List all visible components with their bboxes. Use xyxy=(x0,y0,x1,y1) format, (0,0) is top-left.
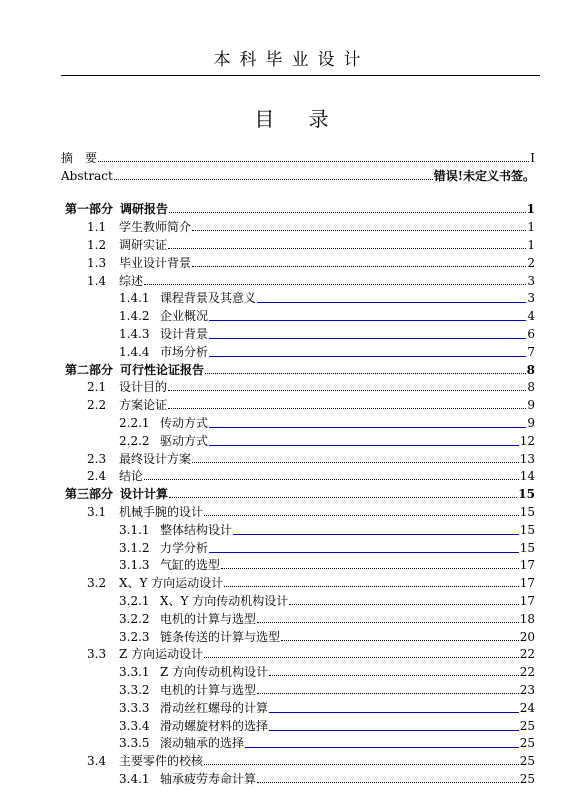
toc-entry-number: 3.1.1 xyxy=(119,522,150,537)
toc-entry-title: 方案论证 xyxy=(119,398,168,413)
toc-entry-page: 22 xyxy=(519,665,535,680)
toc-entry-title: 综述 xyxy=(119,273,144,288)
header-rule xyxy=(61,75,540,76)
toc-entry-page: 24 xyxy=(519,700,535,715)
toc-dot-leader xyxy=(204,657,519,658)
toc-dot-leader xyxy=(269,712,519,713)
toc-entry-page: 2 xyxy=(527,255,535,270)
toc-entry-title: Z 方向传动机构设计 xyxy=(160,665,269,680)
toc-entry[interactable] xyxy=(61,555,535,573)
toc-dot-leader xyxy=(192,462,519,463)
toc-entry-title: 滚动轴承的选择 xyxy=(160,736,245,751)
toc-dot-leader xyxy=(98,161,529,162)
toc-entry-number: 3.4.1 xyxy=(119,771,150,786)
toc-entry[interactable] xyxy=(61,679,535,697)
toc-entry[interactable] xyxy=(61,394,535,412)
toc-entry[interactable] xyxy=(61,430,535,448)
toc-entry-number: 1.4.4 xyxy=(119,344,150,359)
toc-entry-title: 滑动丝杠螺母的计算 xyxy=(160,700,269,715)
toc-entry-page: 25 xyxy=(519,736,535,751)
toc-dot-leader xyxy=(209,445,519,446)
toc-dot-leader xyxy=(221,568,519,569)
toc-entry-page: 22 xyxy=(519,647,535,662)
toc-entry-title: 课程背景及其意义 xyxy=(160,291,257,306)
toc-entry-page: 17 xyxy=(519,593,535,608)
toc-dot-leader xyxy=(169,212,526,213)
toc-dot-leader xyxy=(257,693,519,694)
toc-entry-number: 2.1 xyxy=(87,380,107,395)
toc-entry[interactable] xyxy=(61,750,535,768)
toc-entry-page: 18 xyxy=(519,611,535,626)
toc-entry-number: 3.3.2 xyxy=(119,682,150,697)
toc-entry-number: 2.2 xyxy=(87,398,107,413)
toc-dot-leader xyxy=(281,640,519,641)
toc-dot-leader xyxy=(144,479,519,480)
toc-entry[interactable] xyxy=(61,661,535,679)
toc-entry-title: Z 方向运动设计 xyxy=(119,647,204,662)
toc-dot-leader xyxy=(209,552,519,553)
toc-entry-title: 调研实证 xyxy=(119,237,168,252)
toc-dot-leader xyxy=(204,764,519,765)
toc-entry-page: 1 xyxy=(527,237,535,252)
toc-entry-number: 3.2.3 xyxy=(119,629,150,644)
toc-entry[interactable] xyxy=(61,590,535,608)
toc-dot-leader xyxy=(257,302,526,303)
toc-entry-page: 17 xyxy=(519,558,535,573)
toc-entry-page: 13 xyxy=(519,451,535,466)
toc-entry-page: 9 xyxy=(527,415,535,430)
toc-entry-number: 第三部分 xyxy=(65,487,114,502)
toc-dot-leader xyxy=(209,356,526,357)
toc-entry[interactable] xyxy=(61,216,535,234)
toc-entry-page: 15 xyxy=(519,504,535,519)
toc-entry-title: 电机的计算与选型 xyxy=(160,611,257,626)
toc-entry[interactable] xyxy=(61,288,535,306)
toc-entry-title: 最终设计方案 xyxy=(119,451,192,466)
toc-entry-page: 25 xyxy=(519,771,535,786)
toc-entry-number: 1.4.3 xyxy=(119,326,150,341)
toc-entry-page: I xyxy=(530,150,535,165)
toc-entry-page: 3 xyxy=(527,273,535,288)
toc-entry-title: 驱动方式 xyxy=(160,433,209,448)
toc-dot-leader xyxy=(192,230,526,231)
toc-entry[interactable] xyxy=(61,466,535,484)
toc-entry-title: 企业概况 xyxy=(160,309,209,324)
toc-dot-leader xyxy=(144,284,526,285)
toc-entry-number: 3.1.3 xyxy=(119,558,150,573)
toc-entry-number: 3.3 xyxy=(87,647,107,662)
toc-entry-title: 调研报告 xyxy=(120,202,169,217)
toc-entry-page: 8 xyxy=(527,380,535,395)
toc-entry-page: 12 xyxy=(519,433,535,448)
toc-entry-number: 1.3 xyxy=(87,255,107,270)
toc-entry-title: 结论 xyxy=(119,469,144,484)
toc-dot-leader xyxy=(209,320,526,321)
toc-entry-number: 2.4 xyxy=(87,469,107,484)
toc-entry-number: 3.2 xyxy=(87,576,107,591)
toc-entry-title: 设计计算 xyxy=(120,487,169,502)
page-header-title: 本科毕业设计 xyxy=(213,50,370,70)
toc-entry-page: 25 xyxy=(519,754,535,769)
toc-entry-number: 第一部分 xyxy=(65,202,114,217)
toc-entry[interactable] xyxy=(61,537,535,555)
toc-entry-title: 轴承疲劳寿命计算 xyxy=(160,771,257,786)
toc-dot-leader xyxy=(257,782,519,783)
toc-entry-page: 6 xyxy=(527,326,535,341)
toc-entry-page: 4 xyxy=(527,309,535,324)
toc-entry-title: X、Y 方向运动设计 xyxy=(119,576,224,591)
toc-dot-leader xyxy=(224,586,518,587)
toc-entry-page: 1 xyxy=(526,202,535,217)
toc-entry-title: 气缸的选型 xyxy=(160,558,221,573)
toc-entry-title: Abstract xyxy=(61,168,113,183)
toc-entry-title: 整体结构设计 xyxy=(160,522,233,537)
toc-dot-leader xyxy=(269,730,519,731)
toc-entry-title: 传动方式 xyxy=(160,415,209,430)
toc-entry-number: 1.4.1 xyxy=(119,291,150,306)
toc-entry-page: 8 xyxy=(526,362,535,377)
toc-entry[interactable] xyxy=(61,147,535,165)
toc-entry-title: 滑动螺旋材料的选择 xyxy=(160,718,269,733)
toc-dot-leader xyxy=(114,179,433,180)
toc-dot-leader xyxy=(209,338,526,339)
toc-entry-title: 设计背景 xyxy=(160,326,209,341)
toc-entry[interactable] xyxy=(61,519,535,537)
toc-entry-page: 17 xyxy=(519,576,535,591)
toc-entry-page: 9 xyxy=(527,398,535,413)
toc-entry-number: 1.4.2 xyxy=(119,309,150,324)
toc-entry-page: 20 xyxy=(519,629,535,644)
toc-entry[interactable] xyxy=(61,768,535,786)
toc-entry-title: 力学分析 xyxy=(160,540,209,555)
toc-dot-leader xyxy=(168,390,526,391)
toc-entry[interactable] xyxy=(61,359,535,377)
toc-entry-title: 市场分析 xyxy=(160,344,209,359)
toc-entry[interactable] xyxy=(61,733,535,751)
toc-entry-number: 3.3.4 xyxy=(119,718,150,733)
toc-entry-title: 机械手腕的设计 xyxy=(119,504,204,519)
toc-title: 目 录 xyxy=(254,107,343,131)
toc-entry-number: 3.4 xyxy=(87,754,107,769)
toc-entry[interactable] xyxy=(61,483,535,501)
toc-entry-number: 3.2.2 xyxy=(119,611,150,626)
toc-entry[interactable] xyxy=(61,626,535,644)
toc-entry[interactable] xyxy=(61,199,535,217)
toc-dot-leader xyxy=(168,408,526,409)
toc-entry-title: 电机的计算与选型 xyxy=(160,682,257,697)
toc-entry[interactable] xyxy=(61,377,535,395)
toc-entry-number: 2.2.2 xyxy=(119,433,150,448)
toc-entry-title: 毕业设计背景 xyxy=(119,255,192,270)
toc-entry-page: 7 xyxy=(527,344,535,359)
toc-entry[interactable] xyxy=(61,608,535,626)
toc-entry-page: 15 xyxy=(518,487,535,502)
toc-entry-page: 23 xyxy=(519,682,535,697)
toc-entry-number: 1.4 xyxy=(87,273,107,288)
toc-dot-leader xyxy=(257,622,519,623)
toc-dot-leader xyxy=(245,747,519,748)
toc-entry-title: 可行性论证报告 xyxy=(120,362,205,377)
toc-entry-page: 错误!未定义书签。 xyxy=(433,168,535,183)
toc-entry[interactable] xyxy=(61,234,535,252)
toc-entry-number: 1.2 xyxy=(87,237,107,252)
toc-entry-number: 3.3.3 xyxy=(119,700,150,715)
toc-entry[interactable] xyxy=(61,448,535,466)
toc-entry-page: 3 xyxy=(527,291,535,306)
toc-dot-leader xyxy=(204,515,519,516)
toc-entry-page: 1 xyxy=(527,220,535,235)
toc-entry-title: 设计目的 xyxy=(119,380,168,395)
toc-entry-number: 3.3.5 xyxy=(119,736,150,751)
toc-entry[interactable] xyxy=(61,715,535,733)
toc-dot-leader xyxy=(168,248,526,249)
toc-entry-number: 3.3.1 xyxy=(119,665,150,680)
toc-dot-leader xyxy=(205,373,526,374)
toc-entry-page: 15 xyxy=(519,522,535,537)
toc-entry-title: 主要零件的校核 xyxy=(119,754,204,769)
toc-entry[interactable] xyxy=(61,252,535,270)
toc-dot-leader xyxy=(289,604,518,605)
toc-entry[interactable] xyxy=(61,572,535,590)
toc-entry-title: X、Y 方向传动机构设计 xyxy=(160,593,289,608)
toc-entry-number: 2.3 xyxy=(87,451,107,466)
toc-dot-leader xyxy=(233,534,519,535)
toc-dot-leader xyxy=(192,266,526,267)
toc-entry[interactable] xyxy=(61,305,535,323)
toc-entry[interactable] xyxy=(61,412,535,430)
toc-entry-number: 3.2.1 xyxy=(119,593,150,608)
toc-dot-leader xyxy=(169,497,517,498)
table-of-contents xyxy=(61,147,535,786)
toc-entry-number: 2.2.1 xyxy=(119,415,150,430)
toc-entry-number: 3.1 xyxy=(87,504,107,519)
toc-entry[interactable] xyxy=(61,697,535,715)
toc-entry-number: 第二部分 xyxy=(65,362,114,377)
toc-dot-leader xyxy=(209,427,526,428)
toc-entry-page: 14 xyxy=(519,469,535,484)
toc-entry-number: 3.1.2 xyxy=(119,540,150,555)
toc-entry[interactable] xyxy=(61,323,535,341)
toc-entry-title: 链条传送的计算与选型 xyxy=(160,629,281,644)
toc-entry[interactable] xyxy=(61,644,535,662)
toc-entry-page: 15 xyxy=(519,540,535,555)
toc-entry-title: 学生教师简介 xyxy=(119,220,192,235)
toc-dot-leader xyxy=(269,675,519,676)
toc-entry-number: 1.1 xyxy=(87,220,107,235)
toc-entry-title: 摘 要 xyxy=(61,150,98,165)
toc-entry[interactable] xyxy=(61,165,535,183)
toc-entry[interactable] xyxy=(61,270,535,288)
toc-entry[interactable] xyxy=(61,501,535,519)
toc-entry-page: 25 xyxy=(519,718,535,733)
toc-entry[interactable] xyxy=(61,341,535,359)
